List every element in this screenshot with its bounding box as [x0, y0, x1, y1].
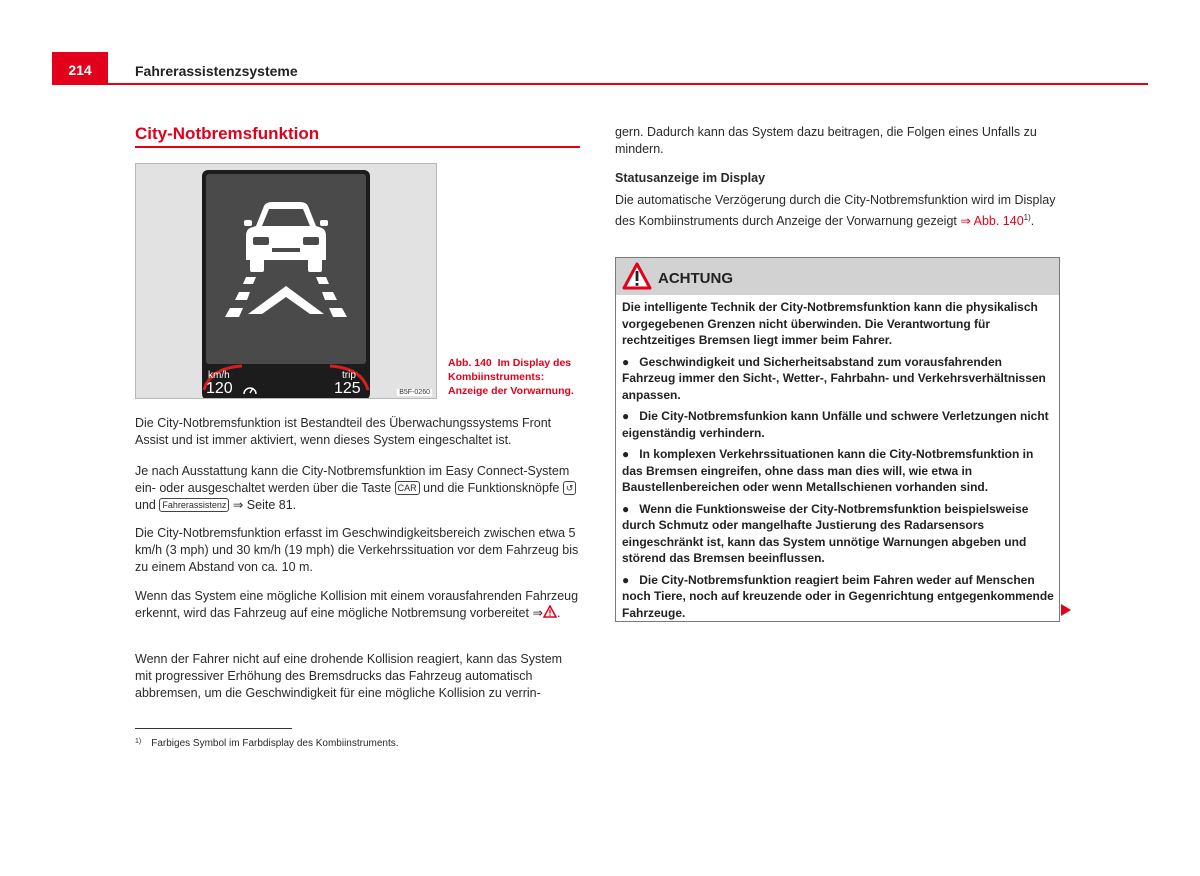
warning-triangle-icon[interactable]: [543, 605, 557, 618]
section-title: City-Notbremsfunktion: [135, 124, 320, 143]
warning-header: [616, 258, 1059, 295]
paragraph-1: Die City-Notbremsfunktion ist Bestandteil des Überwachungssystems Front Assist und ist immer aktiviert, wenn dieses System eingeschaltet ist.: [135, 416, 552, 447]
chapter-title: Fahrerassistenzsysteme: [135, 63, 298, 79]
warning-item-text: Geschwindigkeit und Sicherheitsabstand zum vorausfahrenden Fahrzeug immer den Sicht-, Wetter-, Fahrbahn- und Verkehrsverhältnissen anpassen.: [622, 354, 1046, 402]
figure-reference-link[interactable]: ⇒ Abb. 140: [960, 214, 1024, 229]
paragraph-2-text-b: und die Funktionsknöpfe: [423, 481, 560, 495]
footnote-divider: [135, 728, 292, 729]
footnote-mark: 1): [135, 738, 142, 745]
paragraph-2: [135, 463, 580, 514]
bullet-icon: ●: [622, 572, 630, 587]
trip-label: trip: [342, 370, 356, 381]
continue-arrow-icon: [1061, 604, 1071, 616]
warning-item-text: Wenn die Funktionsweise der City-Notbremsfunktion beispielsweise durch Schmutz oder mangelhafte Justierung des Radarsensors eingeschränkt ist, kann das System unnötige Warnungen abgeben und störend das Bremsen beeinflussen.: [622, 501, 1029, 565]
section-divider: [135, 146, 580, 148]
warning-title: ACHTUNG: [658, 270, 733, 287]
paragraph-4: [135, 588, 580, 622]
footnote-text: Farbiges Symbol im Farbdisplay des Kombiinstruments.: [151, 738, 399, 749]
right-paragraph-2-end: .: [1030, 214, 1035, 229]
display-screen: [206, 174, 366, 364]
driver-assist-key: Fahrerassistenz: [159, 498, 229, 512]
warning-item-text: Die City-Notbremsfunkion kann Unfälle und schwere Verletzungen nicht eigenständig verhindern.: [622, 409, 1049, 440]
warning-item: [622, 446, 1054, 496]
warning-item: [622, 408, 1054, 441]
right-paragraph-1: gern. Dadurch kann das System dazu beitragen, die Folgen eines Unfalls zu mindern.: [615, 125, 1037, 156]
warning-box: [615, 257, 1060, 622]
paragraph-4-end: .: [556, 606, 561, 620]
bullet-icon: ●: [622, 501, 630, 516]
car-warning-icon: [206, 174, 366, 364]
warning-body: [622, 299, 1054, 626]
right-paragraph-2-text: Die automatische Verzögerung durch die City-Notbremsfunktion wird im Display des Kombiinstruments durch Anzeige der Vorwarnung gezeigt: [615, 193, 1056, 229]
speedometer-icon: [242, 382, 258, 399]
paragraph-4-text: Wenn das System eine mögliche Kollision mit einem vorausfahrenden Fahrzeug erkennt, wird das Fahrzeug auf eine mögliche Notbremsung vorbereitet: [135, 589, 579, 620]
figure-code: B5F-0260: [399, 389, 430, 396]
subheading-status-display: Statusanzeige im Display: [615, 171, 766, 185]
right-paragraph-2: [615, 192, 1060, 230]
paragraph-2-and: und: [135, 498, 156, 512]
trip-value: 125: [334, 380, 361, 397]
warning-intro: Die intelligente Technik der City-Notbremsfunktion kann die physikalisch vorgegebenen Grenzen nicht überwinden. Die Verantwortung für rechtzeitiges Bremsen liegt immer beim Fahrer.: [622, 300, 1038, 347]
page-number: 214: [68, 62, 92, 78]
caption-text: Im Display des Kombiinstruments: Anzeige der Vorwarnung.: [448, 357, 574, 397]
warning-triangle-icon: [622, 262, 652, 290]
warning-item: [622, 354, 1054, 404]
header-divider: [52, 83, 1148, 85]
car-key: CAR: [395, 481, 420, 495]
function-button-icon: ↺: [563, 481, 577, 495]
page-reference[interactable]: ⇒ Seite 81.: [232, 498, 297, 512]
paragraph-3: Die City-Notbremsfunktion erfasst im Geschwindigkeitsbereich zwischen etwa 5 km/h (3 mph) und 30 km/h (19 mph) die Verkehrssituation vor dem Fahrzeug bis zu einem Abstand von ca. 10 m.: [135, 526, 579, 574]
footnote-reference: 1): [1023, 213, 1031, 222]
warning-item: [622, 572, 1054, 622]
instrument-display: [202, 170, 370, 399]
warning-item-text: In komplexen Verkehrssituationen kann die City-Notbremsfunktion in das Bremsen eingreifen, ohne dass man dies will, wie etwa in Baustellenbereichen oder wenn Metallschienen vorhanden sind.: [622, 447, 1034, 494]
footnote: [135, 738, 399, 749]
bullet-icon: ●: [622, 354, 630, 369]
caption-label: Abb. 140: [448, 357, 492, 369]
reference-arrow: ⇒: [532, 606, 543, 620]
figure-caption: [448, 356, 582, 398]
paragraph-5: Wenn der Fahrer nicht auf eine drohende Kollision reagiert, kann das System mit progressiver Erhöhung des Bremsdrucks das Fahrzeug automatisch abbremsen, um die Geschwindigkeit für eine mögliche Kollision zu verrin-: [135, 652, 563, 700]
warning-item-text: Die City-Notbremsfunktion reagiert beim Fahren weder auf Menschen noch Tiere, noch auf kreuzende oder in Gegenrichtung entgegenkommende Fahrzeuge.: [622, 572, 1054, 620]
bullet-icon: ●: [622, 447, 630, 461]
bullet-icon: ●: [622, 409, 630, 423]
figure-abb-140: [135, 163, 437, 399]
warning-item: [622, 501, 1054, 567]
speed-unit: km/h: [208, 370, 230, 381]
paragraph-2-text-a: Je nach Ausstattung kann die City-Notbremsfunktion im Easy Connect-System ein- oder ausgeschaltet werden über die Taste: [135, 464, 570, 495]
speed-value: 120: [206, 380, 233, 397]
